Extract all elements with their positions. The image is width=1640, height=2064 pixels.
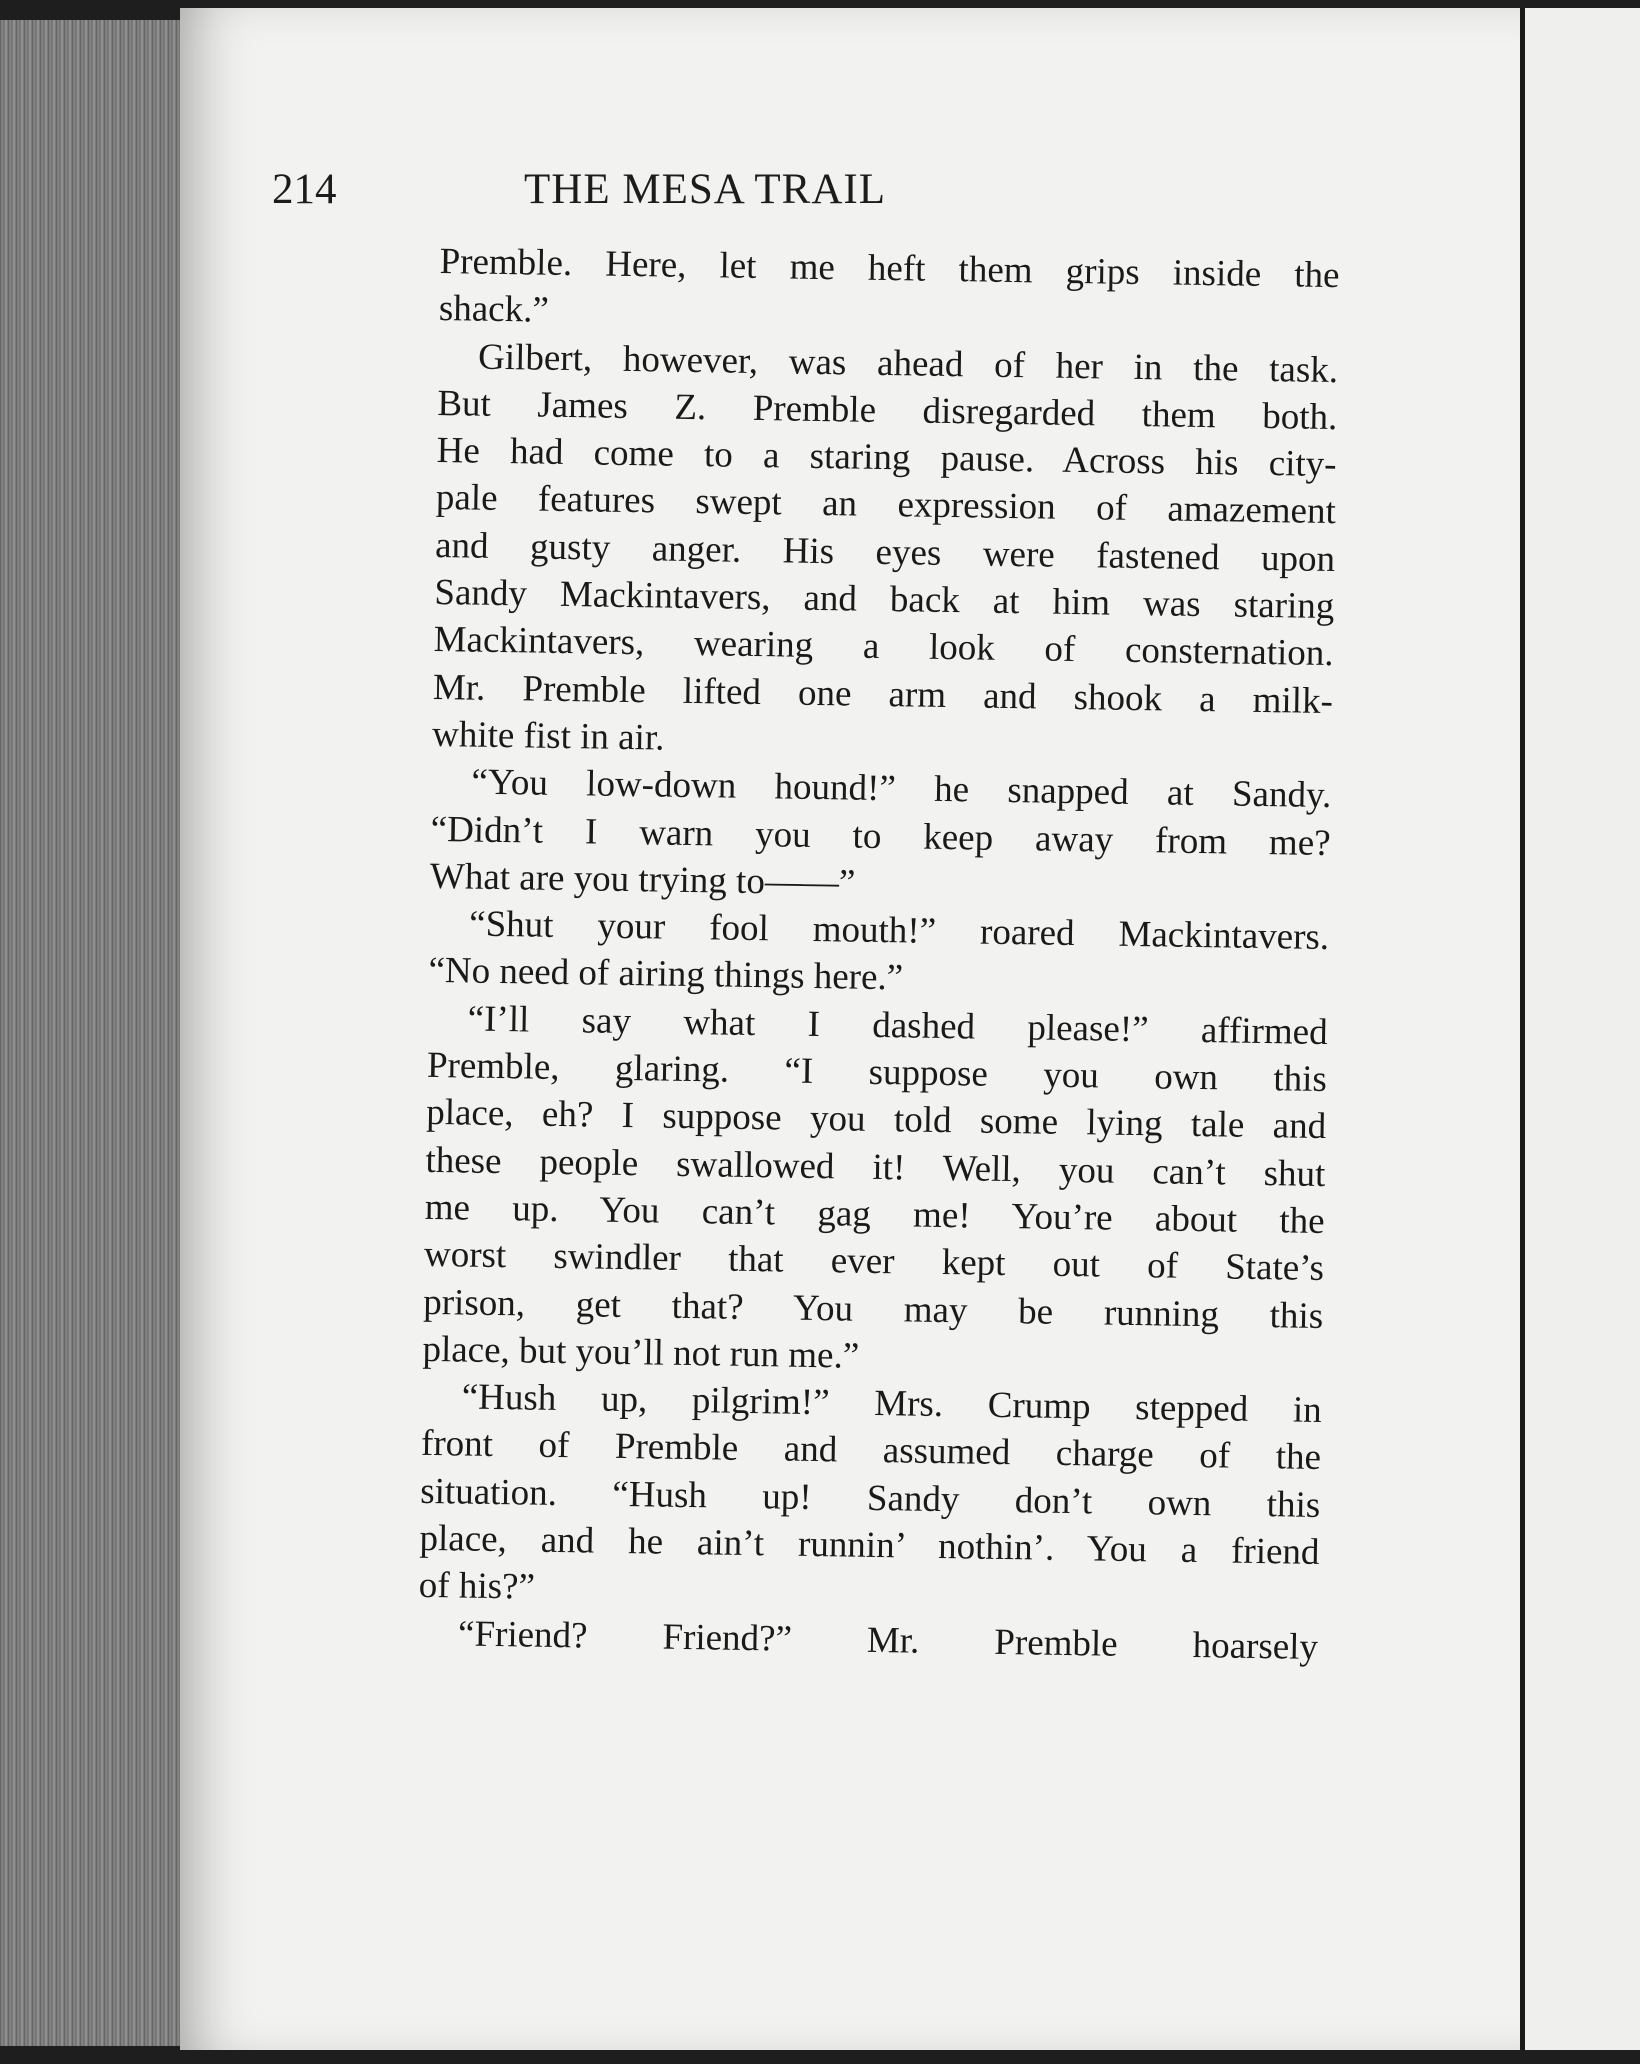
text-line: Premble, glaring. “I suppose you own this [426,1044,1328,1101]
facing-page-edge [1520,8,1640,2050]
paragraph [432,333,1339,773]
text-line: “Didn’t I warn you to keep away from me? [430,808,1331,864]
text-line: But James Z. Premble disregarded them both. [437,382,1338,439]
text-line: “I’ll say what I dashed please!” affirmed [467,998,1328,1053]
running-header [272,165,1112,225]
text-line: prison, get that? You may be running this [422,1281,1324,1337]
text-line: pale features swept an expression of amazement [435,477,1337,533]
text-line: me up. You can’t gag me! You’re about the [424,1186,1325,1242]
text-line: “Shut your fool mouth!” roared Mackintavers. [468,903,1330,959]
text-line: Mackintavers, wearing a look of consternation. [433,619,1334,675]
text-line: Sandy Mackintavers, and back at him was staring [434,572,1335,628]
text-line: and gusty anger. His eyes were fastened upon [434,524,1336,580]
running-title: THE MESA TRAIL [524,166,886,213]
text-line: place, and he ain’t runnin’ nothin’. You a friend [419,1517,1320,1573]
page-number: 214 [272,166,337,213]
text-line: “Hush up, pilgrim!” Mrs. Crump stepped in [461,1376,1323,1432]
text-line: “Friend? Friend?” Mr. Premble hoarsely [457,1613,1319,1668]
paragraph [428,900,1329,1009]
text-line: What are you trying to——” [429,855,856,904]
paragraph [439,238,1340,347]
text-line: Premble. Here, let me heft them grips inside the [439,240,1340,297]
text-line: Gilbert, however, was ahead of her in the task. [477,336,1339,391]
text-line: place, but you’ll not run me.” [422,1328,860,1377]
text-line: front of Premble and assumed charge of the [420,1423,1322,1479]
text-line: of his?” [418,1565,536,1608]
text-line: place, eh? I suppose you told some lying tale and [425,1092,1327,1148]
paragraph [430,758,1332,914]
text-line: “No need of airing things here.” [428,950,904,999]
book-page-edges [0,20,210,2046]
text-line: “You low-down hound!” he snapped at Sandy. [471,761,1332,817]
body-text [418,238,1340,1671]
text-line: white fist in air. [431,713,665,759]
text-line: He had come to a staring pause. Across his city- [436,430,1337,486]
text-line: these people swallowed it! Well, you can’t shut [425,1139,1326,1195]
paragraph [422,995,1328,1387]
text-line: shack.” [438,288,550,332]
text-line: Mr. Premble lifted one arm and shook a milk- [432,666,1334,722]
paragraph [418,1373,1322,1624]
text-line: worst swindler that ever kept out of State’s [423,1234,1325,1290]
text-line: situation. “Hush up! Sandy don’t own this [419,1470,1321,1526]
